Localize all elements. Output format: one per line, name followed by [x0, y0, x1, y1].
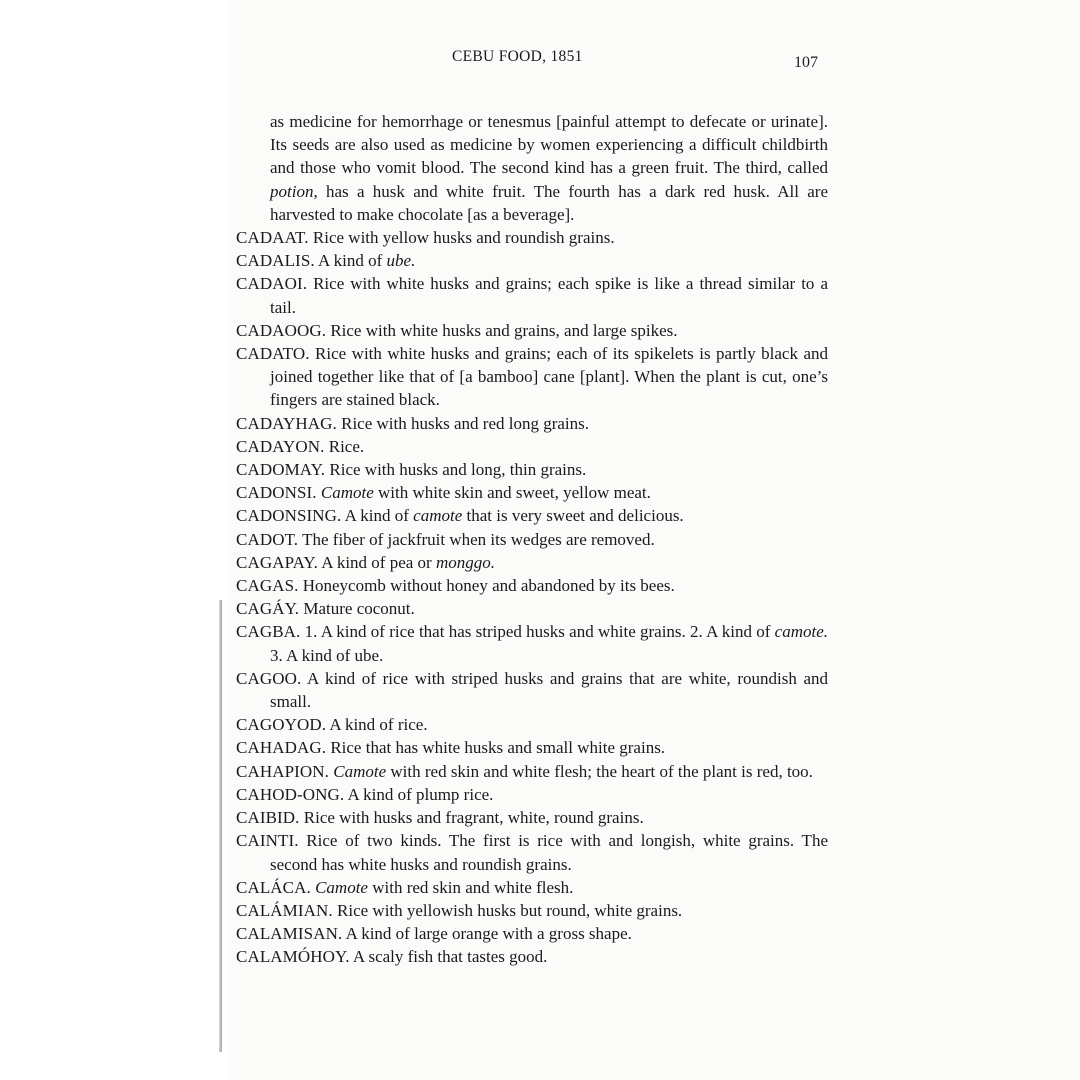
glossary-entry	[236, 736, 828, 759]
italic-text: potion	[270, 181, 314, 201]
text-run: Rice with yellowish husks but round, white grains.	[332, 900, 683, 920]
text-run: The fiber of jackfruit when its wedges are removed.	[298, 529, 655, 549]
entry-term: CADAAT.	[236, 228, 309, 248]
glossary-entry	[236, 620, 828, 666]
glossary-entry	[236, 249, 828, 272]
text-run: Rice with yellow husks and roundish grains.	[308, 228, 615, 248]
entry-term: CALÁMIAN.	[236, 900, 333, 920]
entry-term: CAGOYOD.	[236, 715, 327, 735]
italic-text: Camote	[315, 877, 368, 897]
text-run: with white skin and sweet, yellow meat.	[373, 483, 651, 503]
glossary-entry	[236, 899, 828, 922]
entry-term: CADAOOG.	[236, 320, 327, 340]
entry-term: CAHOD-ONG.	[236, 784, 345, 804]
glossary-entries	[236, 226, 828, 969]
entry-term: CADATO.	[236, 344, 310, 364]
entry-term: CALAMÓHOY.	[236, 947, 350, 967]
glossary-entry	[236, 876, 828, 899]
page-margin	[0, 0, 228, 1080]
entry-term: CADOT.	[236, 529, 299, 549]
entry-term: CADAYON.	[236, 436, 325, 456]
entry-term: CADOMAY.	[236, 460, 326, 480]
glossary-entry	[236, 713, 828, 736]
glossary-entry	[236, 342, 828, 412]
glossary-entry	[236, 226, 828, 249]
glossary-entry	[236, 760, 828, 783]
glossary-entry	[236, 574, 828, 597]
italic-text: monggo.	[435, 552, 495, 572]
italic-text: ube.	[386, 251, 416, 271]
glossary-entry	[236, 922, 828, 945]
glossary-entry	[236, 829, 828, 875]
glossary-entry	[236, 319, 828, 342]
entry-term: CAHADAG.	[236, 738, 327, 758]
entry-term: CAGAS.	[236, 576, 299, 596]
running-head: CEBU FOOD, 1851	[452, 48, 583, 65]
text-run: as medicine for hemorrhage or tenesmus [painful attempt to defecate or urinate]. Its seeds are also used as medicine by women experiencing a difficult childbirth and those who vomit blood. The second kind has a green fruit. The third, called	[270, 112, 828, 178]
text-run: Rice with husks and long, thin grains.	[325, 460, 587, 480]
entry-term: CAGÁY.	[236, 599, 300, 619]
text-run: Rice with white husks and grains; each of its spikelets is partly black and joined together like that of [a bamboo] cane [plant]. When the plant is cut, one’s fingers are stained black.	[270, 344, 828, 410]
text-run: Rice that has white husks and small white grains.	[326, 738, 666, 758]
entry-term: CADAYHAG.	[236, 413, 337, 433]
text-run: with red skin and white flesh.	[367, 877, 574, 897]
entry-term: CAGAPAY.	[236, 552, 318, 572]
entry-term: CADAOI.	[236, 274, 308, 294]
entry-term: CAINTI.	[236, 831, 299, 851]
text-run: , has a husk and white fruit. The fourth has a dark red husk. All are harvested to make chocolate [as a beverage].	[270, 181, 828, 224]
glossary-entry	[236, 435, 828, 458]
entry-term: CAHAPION.	[236, 761, 329, 781]
text-run: that is very sweet and delicious.	[462, 506, 684, 526]
text-run: A kind of large orange with a gross shape.	[342, 924, 632, 944]
glossary-entry	[236, 272, 828, 318]
glossary-entry	[236, 667, 828, 713]
glossary-entry	[236, 783, 828, 806]
entry-term: CADALIS.	[236, 251, 315, 271]
entry-term: CALÁCA.	[236, 877, 311, 897]
glossary-entry	[236, 806, 828, 829]
entry-term: CAGBA.	[236, 622, 301, 642]
entry-term: CADONSI.	[236, 483, 317, 503]
italic-text: camote	[413, 506, 463, 526]
entry-term: CAIBID.	[236, 808, 300, 828]
text-run: Rice with husks and red long grains.	[336, 413, 590, 433]
glossary-entry	[236, 481, 828, 504]
text-run: A scaly fish that tastes good.	[349, 947, 548, 967]
entry-term: CADONSING.	[236, 506, 342, 526]
entry-term: CALAMISAN.	[236, 924, 343, 944]
glossary-entry	[236, 528, 828, 551]
gutter-shadow-line	[219, 600, 222, 1052]
italic-text: Camote	[333, 761, 387, 781]
entry-term: CAGOO.	[236, 668, 302, 688]
text-run: Mature coconut.	[299, 599, 415, 619]
text-run: Honeycomb without honey and abandoned by its bees.	[298, 576, 675, 596]
continued-entry-text	[236, 110, 828, 226]
text-run: A kind of rice.	[326, 715, 428, 735]
text-run: A kind of	[314, 251, 387, 271]
glossary-entry	[236, 412, 828, 435]
text-run: Rice with husks and fragrant, white, round grains.	[299, 808, 644, 828]
text-run: 3. A kind of ube.	[270, 645, 384, 665]
page-number: 107	[794, 54, 818, 71]
text-run: A kind of	[341, 506, 414, 526]
text-run: A kind of rice with striped husks and grains that are white, roundish and small.	[270, 668, 828, 712]
glossary-entry	[236, 458, 828, 481]
glossary-entry	[236, 504, 828, 527]
text-run: with red skin and white flesh; the heart of the plant is red, too.	[386, 761, 813, 781]
text-run: 1. A kind of rice that has striped husks and white grains. 2. A kind of	[300, 622, 775, 642]
text-run: Rice.	[324, 436, 365, 456]
glossary-text	[236, 110, 828, 969]
text-run: A kind of pea or	[317, 552, 436, 572]
text-run: A kind of plump rice.	[344, 784, 494, 804]
italic-text: Camote	[320, 483, 374, 503]
glossary-entry	[236, 551, 828, 574]
text-run: Rice with white husks and grains; each spike is like a thread similar to a tail.	[270, 274, 828, 317]
glossary-entry	[236, 597, 828, 620]
text-run: Rice of two kinds. The first is rice with and longish, white grains. The second has white husks and roundish grains.	[270, 831, 828, 874]
glossary-entry	[236, 945, 828, 968]
text-run: Rice with white husks and grains, and large spikes.	[326, 320, 678, 340]
italic-text: camote.	[774, 622, 828, 642]
